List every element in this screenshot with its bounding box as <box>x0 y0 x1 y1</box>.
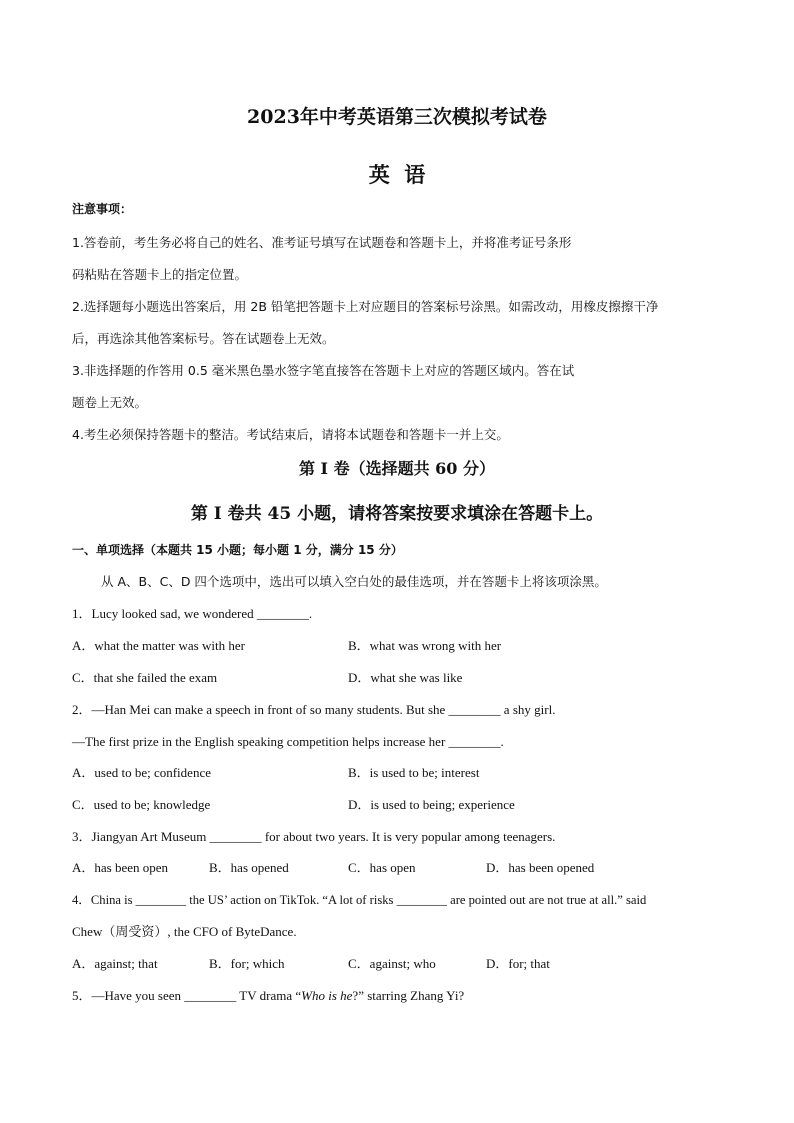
question-stem-line2: —The first prize in the English speaking competition helps increase her ________. <box>72 734 504 749</box>
question-stem: 2．—Han Mei can make a speech in front of so many students. But she ________ a shy girl. <box>72 702 556 717</box>
stem-text: 5．—Have you seen ________ TV drama “ <box>72 988 302 1003</box>
exam-title: 2023年中考英语第三次模拟考试卷 <box>247 106 547 128</box>
part1-title: 第 I 卷（选择题共 60 分） <box>298 459 496 478</box>
notice-line: 4.考生必须保持答题卡的整洁。考试结束后，请将本试题卷和答题卡一并上交。 <box>72 427 509 442</box>
part1-subtitle: 第 I 卷共 45 小题，请将答案按要求填涂在答题卡上。 <box>190 504 604 524</box>
notice-line: 3.非选择题的作答用 0.5 毫米黑色墨水签字笔直接答在答题卡上对应的答题区域内。答在试 <box>72 363 575 378</box>
question-stem: 3．Jiangyan Art Museum ________ for about two years. It is very popular among teenagers. <box>72 829 556 844</box>
subject-title: 英 语 <box>368 162 426 187</box>
option-d: D．for; that <box>486 956 550 971</box>
notice-line: 码粘贴在答题卡上的指定位置。 <box>72 267 248 282</box>
drama-title: Who is he <box>301 988 353 1003</box>
option-b: B．what was wrong with her <box>348 638 502 653</box>
option-b: B．for; which <box>209 956 285 971</box>
option-a: A．has been open <box>72 860 169 875</box>
question-stem <box>72 987 464 1005</box>
option-b: B．is used to be; interest <box>348 765 480 780</box>
option-d: D．what she was like <box>348 670 463 685</box>
notice-heading: 注意事项： <box>72 202 133 216</box>
notice-line: 1.答卷前，考生务必将自己的姓名、准考证号填写在试题卷和答题卡上，并将准考证号条形 <box>72 235 572 250</box>
option-c: C．that she failed the exam <box>72 670 218 685</box>
section1-heading: 一、单项选择（本题共 15 小题；每小题 1 分，满分 15 分） <box>72 543 403 557</box>
stem-text-end: ?” starring Zhang Yi? <box>352 988 465 1003</box>
question-stem: 4．China is ________ the US’ action on TikTok. “A lot of risks ________ are pointed out are not true at all.” said <box>72 893 647 907</box>
option-d: D．is used to being; experience <box>348 797 515 812</box>
option-c: C．used to be; knowledge <box>72 797 211 812</box>
option-d: D．has been opened <box>486 860 595 875</box>
notice-line: 2.选择题每小题选出答案后，用 2B 铅笔把答题卡上对应题目的答案标号涂黑。如需改动，用橡皮擦擦干净 <box>72 299 659 314</box>
notice-line: 题卷上无效。 <box>72 395 148 410</box>
option-c: C．against; who <box>348 956 436 971</box>
question-stem-line2: Chew（周受资）, the CFO of ByteDance. <box>72 924 297 939</box>
option-a: A．what the matter was with her <box>72 638 245 653</box>
option-c: C．has open <box>348 860 416 875</box>
option-b: B．has opened <box>209 860 289 875</box>
section1-instruction: 从 A、B、C、D 四个选项中，选出可以填入空白处的最佳选项，并在答题卡上将该项涂黑。 <box>101 574 607 589</box>
question-stem: 1．Lucy looked sad, we wondered ________. <box>72 606 313 621</box>
option-a: A．against; that <box>72 956 158 971</box>
option-a: A．used to be; confidence <box>72 765 211 780</box>
notice-line: 后，再选涂其他答案标号。答在试题卷上无效。 <box>72 331 335 346</box>
